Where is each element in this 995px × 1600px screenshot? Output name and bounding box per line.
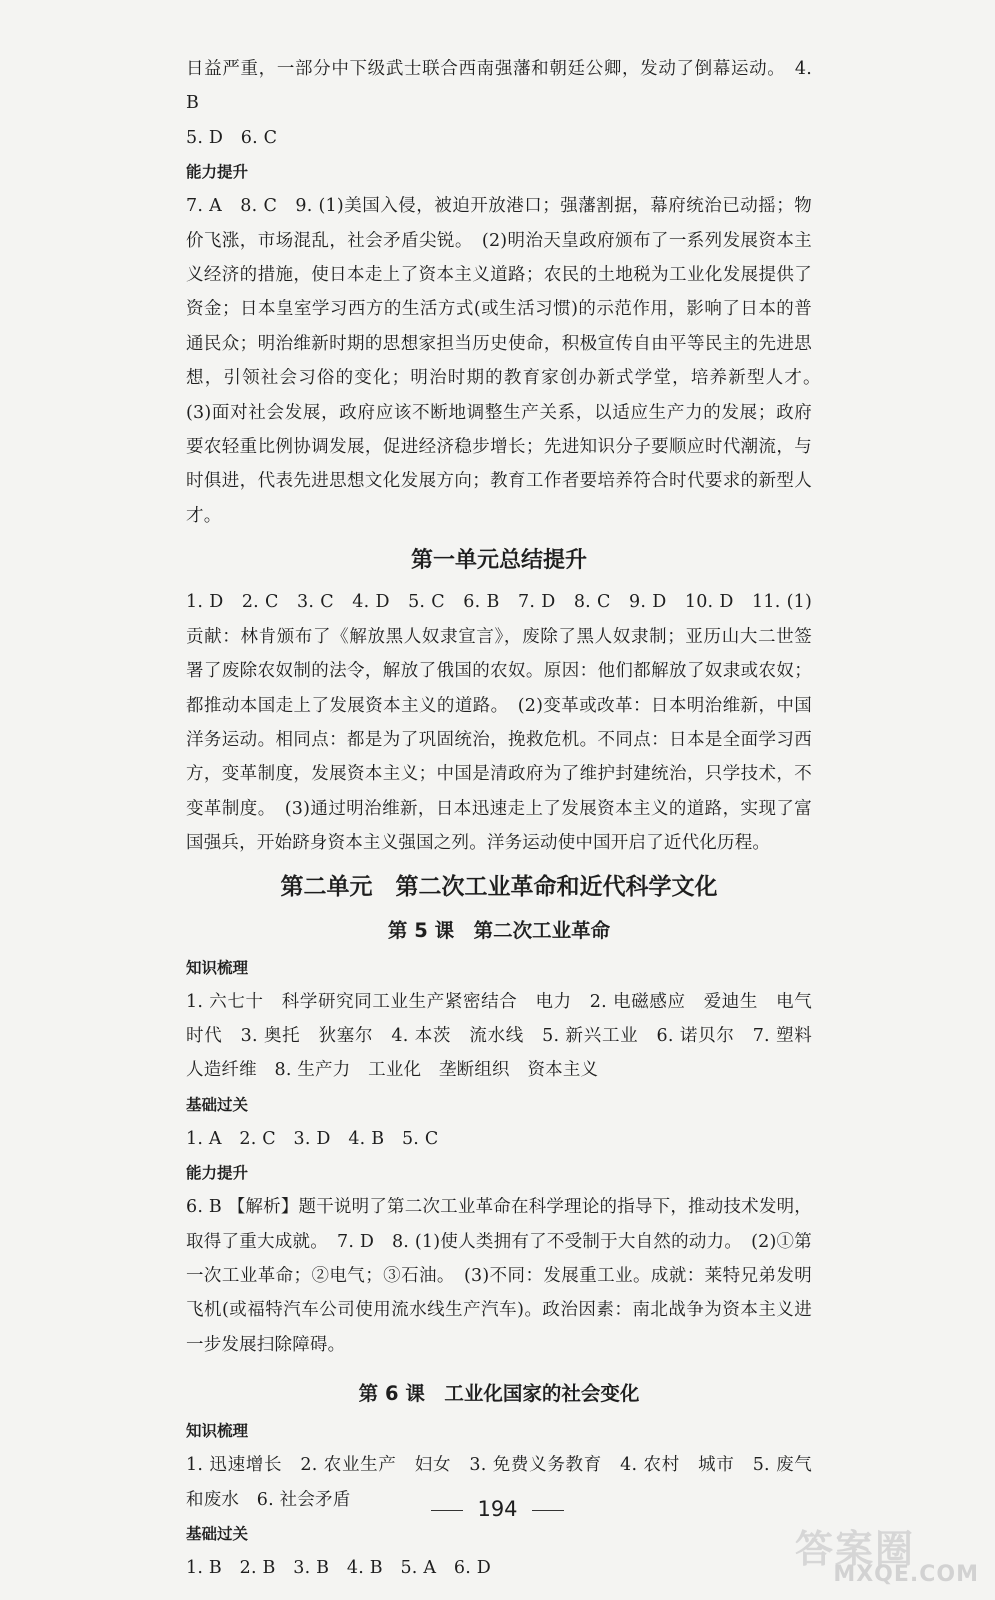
answer-text-unit1-cont2: 5. D 6. C	[186, 127, 278, 148]
answer-text-lesson6-basic: 1. B 2. B 3. B 4. B 5. A 6. D	[186, 1558, 491, 1578]
page-number-dash-right	[532, 1510, 564, 1511]
section-label-basic: 基础过关	[186, 1095, 249, 1114]
section-label-ability-2: 能力提升	[186, 1164, 249, 1183]
unit2-title: 第二单元 第二次工业革命和近代科学文化	[280, 873, 718, 900]
lesson6-title: 第 6 课 工业化国家的社会变化	[358, 1382, 640, 1406]
section-label-knowledge: 知识梳理	[186, 958, 249, 977]
answer-text-lesson5-ability: 6. B 【解析】题干说明了第二次工业革命在科学理论的指导下，推动技术发明，取得了重大成就。 7. D 8. (1)使人类拥有了不受制于大自然的动力。 (2)①第一次工业革命；②电气；③石油。 (3)不同：发展重工业。成就：莱特兄弟发明飞机(或福特汽车公司使用流水线生产汽车)。政治因素：南北战争为资本主义进一步发展扫除障碍。	[186, 1197, 812, 1355]
answer-content	[186, 52, 830, 1585]
section-label-knowledge-2: 知识梳理	[186, 1422, 249, 1441]
answer-text-lesson5-basic: 1. A 2. C 3. D 4. B 5. C	[186, 1128, 439, 1149]
unit1-summary-title: 第一单元总结提升	[410, 548, 587, 574]
page-number-dash-left	[431, 1510, 463, 1511]
answer-text-lesson6-knowledge: 1. 迅速增长 2. 农业生产 妇女 3. 免费义务教育 4. 农村 城市 5. 废气和废水 6. 社会矛盾	[186, 1455, 812, 1510]
page-number-text: 194	[477, 1497, 518, 1521]
answer-text-unit1-summary: 1. D 2. C 3. C 4. D 5. C 6. B 7. D 8. C 9. D 10. D 11. (1)贡献：林肯颁布了《解放黑人奴隶宣言》，废除了黑人奴隶制；亚历山大二世签署了废除农奴制的法令，解放了俄国的农奴。原因：他们都解放了奴隶或农奴；都推动本国走上了发展资本主义的道路。 (2)变革或改革：日本明治维新，中国洋务运动。相同点：都是为了巩固统治，挽救危机。不同点：日本是全面学习西方，变革制度，发展资本主义；中国是清政府为了维护封建统治，只学技术，不变革制度。 (3)通过明治维新，日本迅速走上了发展资本主义的道路，实现了富国强兵，开始跻身资本主义强国之列。洋务运动使中国开启了近代化历程。	[186, 592, 812, 854]
watermark-logo	[789, 1512, 987, 1594]
answer-text-unit1-cont: 日益严重，一部分中下级武士联合西南强藩和朝廷公卿，发动了倒幕运动。 4. B	[186, 59, 812, 114]
watermark-cn-text: 答案圈	[795, 1527, 916, 1571]
answer-text-lesson5-knowledge: 1. 六七十 科学研究同工业生产紧密结合 电力 2. 电磁感应 爱迪生 电气时代 3. 奥托 狄塞尔 4. 本茨 流水线 5. 新兴工业 6. 诺贝尔 7. 塑料 人造纤维 8. 生产力 工业化 垄断组织 资本主义	[186, 991, 830, 1081]
section-label-ability: 能力提升	[186, 163, 249, 182]
watermark-en-text: MXQE.COM	[833, 1562, 979, 1587]
answer-text-ability: 7. A 8. C 9. (1)美国入侵，被迫开放港口；强藩割据，幕府统治已动摇；物价飞涨，市场混乱，社会矛盾尖锐。 (2)明治天皇政府颁布了一系列发展资本主义经济的措施，使日本走上了资本主义道路；农民的土地税为工业化发展提供了资金；日本皇室学习西方的生活方式(或生活习惯)的示范作用，影响了日本的普通民众；明治维新时期的思想家担当历史使命，积极宣传自由平等民主的先进思想，引领社会习俗的变化；明治时期的教育家创办新式学堂，培养新型人才。 (3)面对社会发展，政府应该不断地调整生产关系，以适应生产力的发展；政府要农轻重比例协调发展，促进经济稳步增长；先进知识分子要顺应时代潮流，与时俱进，代表先进思想文化发展方向；教育工作者要培养符合时代要求的新型人才。	[186, 196, 830, 526]
lesson5-title: 第 5 课 第二次工业革命	[387, 918, 611, 942]
section-label-basic-2: 基础过关	[186, 1525, 249, 1543]
